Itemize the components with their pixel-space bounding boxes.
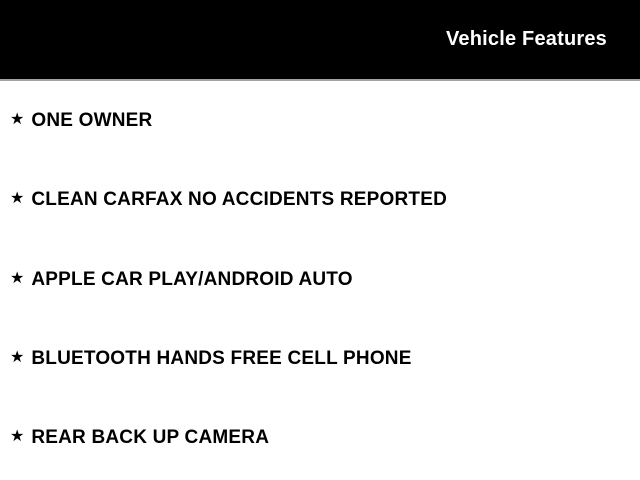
list-item bbox=[0, 81, 640, 160]
star-icon: ★ bbox=[10, 190, 25, 208]
feature-label: CLEAN CARFAX NO ACCIDENTS REPORTED bbox=[31, 189, 448, 211]
star-icon: ★ bbox=[10, 428, 25, 446]
feature-label: REAR BACK UP CAMERA bbox=[31, 427, 270, 449]
star-icon: ★ bbox=[10, 348, 25, 366]
star-icon: ★ bbox=[10, 110, 25, 128]
feature-label: ONE OWNER bbox=[31, 109, 153, 131]
page-title: Vehicle Features bbox=[445, 28, 607, 50]
feature-list bbox=[0, 81, 640, 478]
list-item bbox=[0, 399, 640, 478]
feature-label: BLUETOOTH HANDS FREE CELL PHONE bbox=[31, 347, 412, 369]
feature-label: APPLE CAR PLAY/ANDROID AUTO bbox=[31, 268, 353, 290]
star-icon: ★ bbox=[10, 269, 25, 287]
vehicle-features-header bbox=[0, 0, 640, 81]
list-item bbox=[0, 240, 640, 319]
list-item bbox=[0, 319, 640, 398]
list-item bbox=[0, 160, 640, 239]
